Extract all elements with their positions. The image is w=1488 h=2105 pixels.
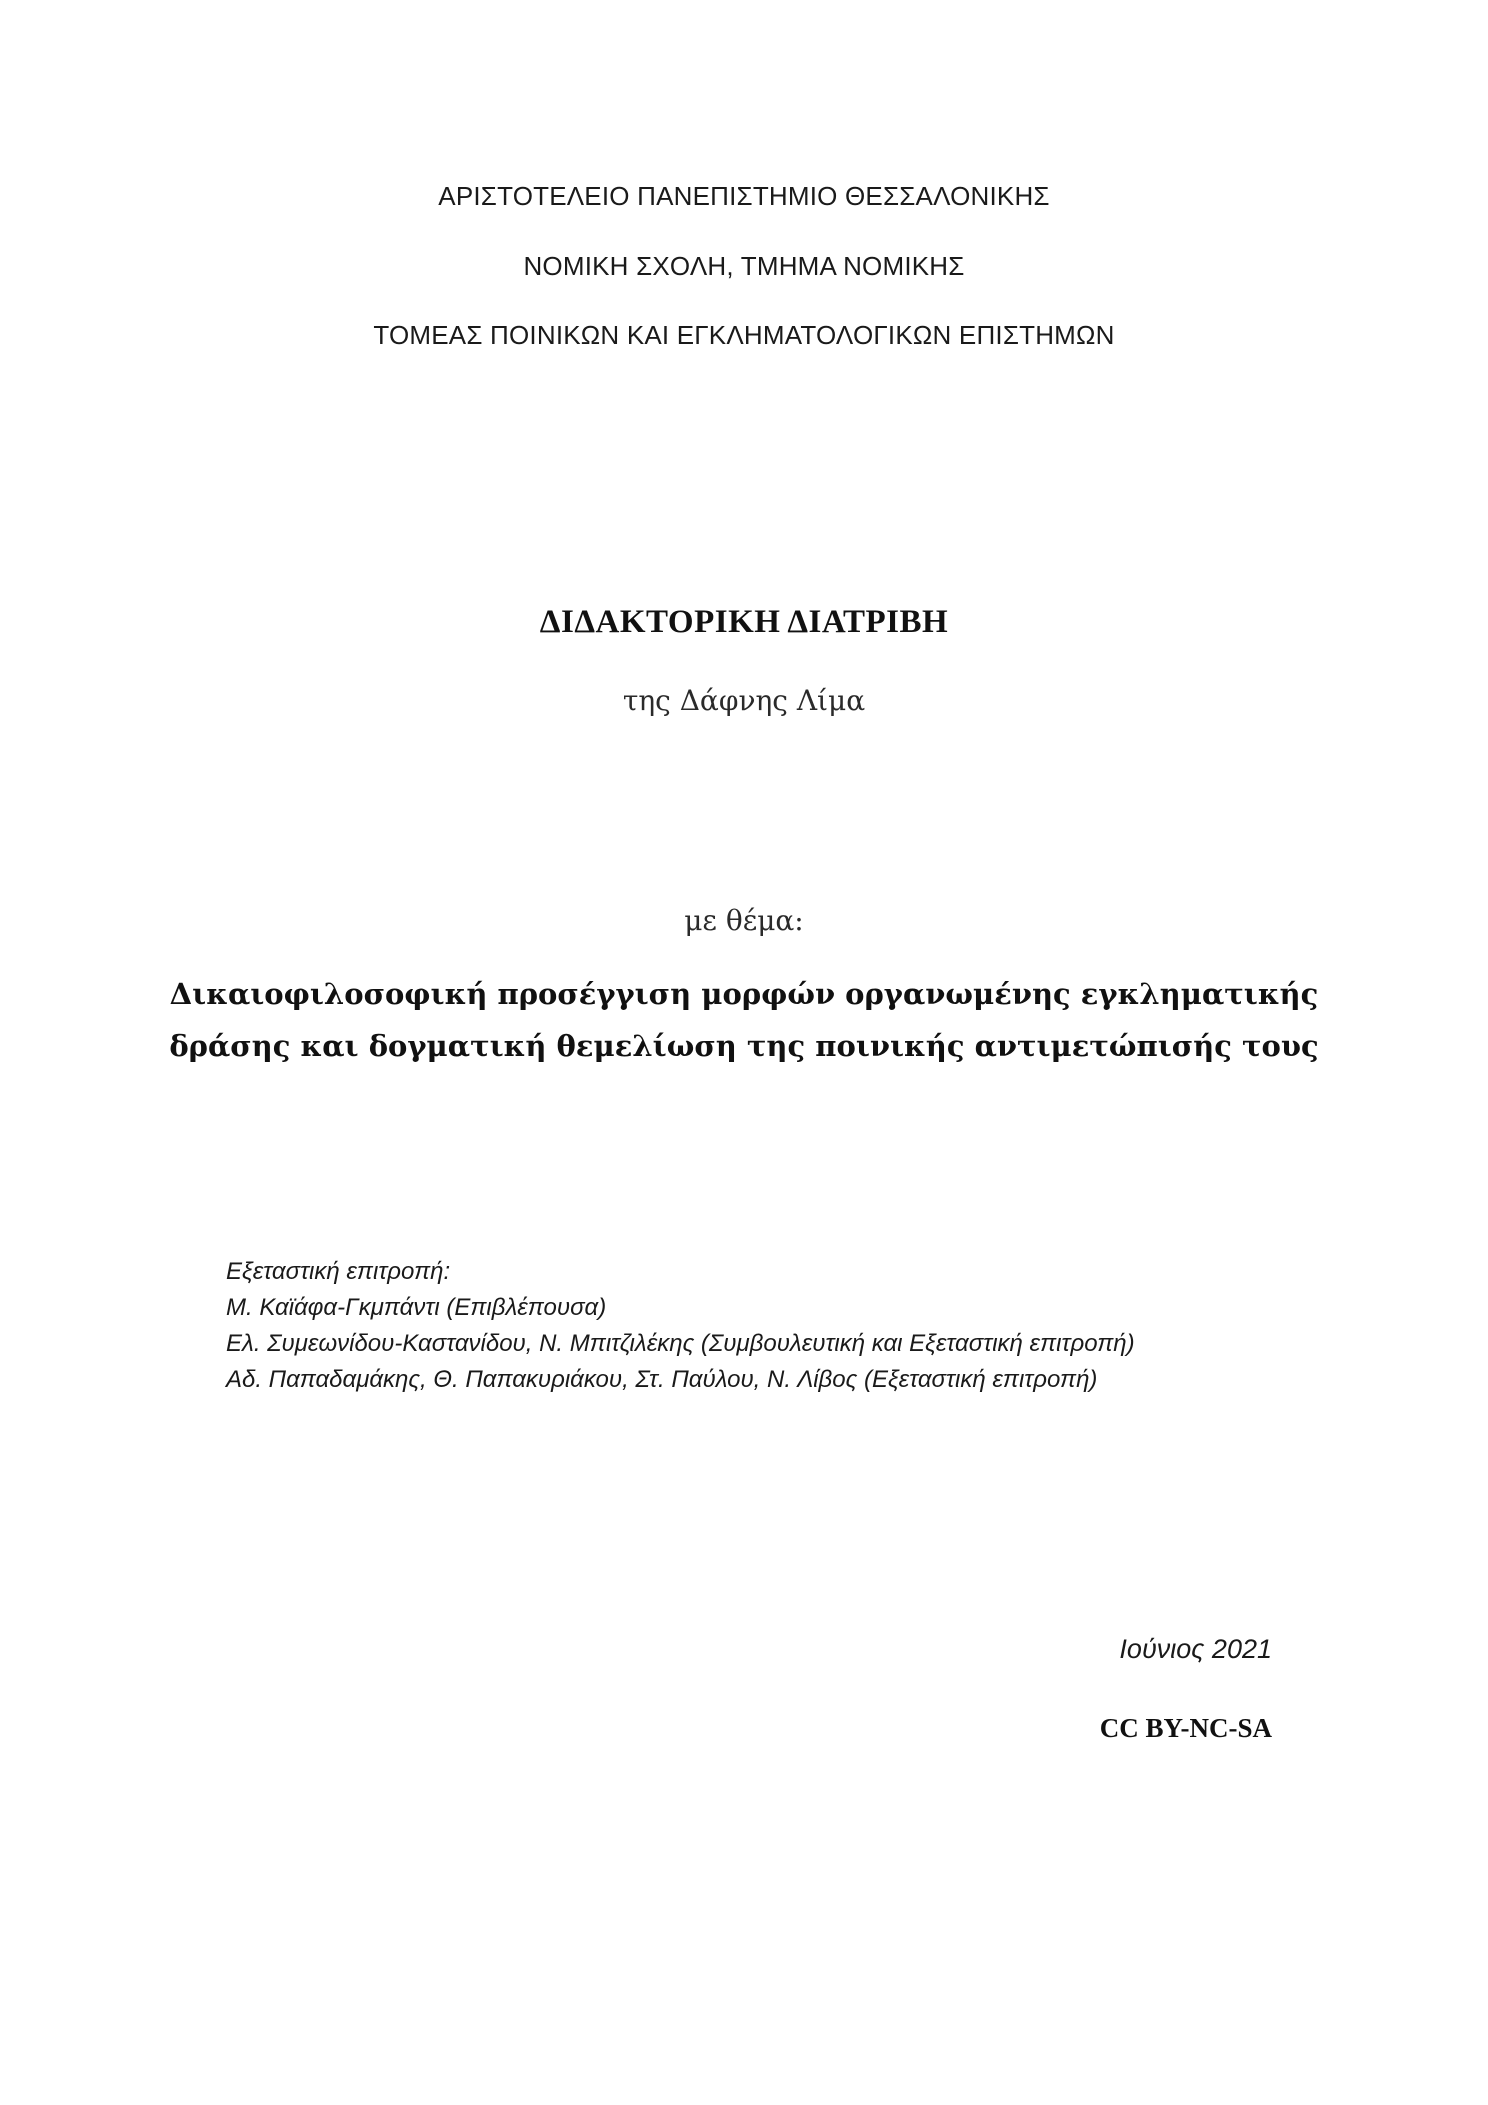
committee-heading: Εξεταστική επιτροπή: [226, 1258, 451, 1285]
committee-member: Αδ. Παπαδαμάκης, Θ. Παπακυριάκου, Στ. Παύλου, Ν. Λίβος (Εξεταστική επιτροπή) [226, 1366, 1098, 1393]
author-line: της Δάφνης Λίμα [622, 684, 866, 717]
thesis-title-line-2: δράσης και δογματική θεμελίωση της ποινικής αντιμετώπισής τους [169, 1029, 1319, 1063]
university-name: ΑΡΙΣΤΟΤΕΛΕΙΟ ΠΑΝΕΠΙΣΤΗΜΙΟ ΘΕΣΣΑΛΟΝΙΚΗΣ [438, 181, 1050, 211]
publication-date: Ιούνιος 2021 [1119, 1634, 1272, 1664]
thesis-title-line-1: Δικαιοφιλοσοφική προσέγγιση μορφών οργανωμένης εγκληματικής [169, 977, 1319, 1011]
document-type: ΔΙΔΑΚΤΟΡΙΚΗ ΔΙΑΤΡΙΒΗ [539, 604, 949, 640]
school-name: ΝΟΜΙΚΗ ΣΧΟΛΗ, ΤΜΗΜΑ ΝΟΜΙΚΗΣ [523, 251, 965, 281]
committee-member: Ελ. Συμεωνίδου-Καστανίδου, Ν. Μπιτζιλέκης (Συμβουλευτική και Εξεταστική επιτροπή) [226, 1330, 1135, 1357]
examination-committee [226, 1254, 1135, 1398]
department-name: ΤΟΜΕΑΣ ΠΟΙΝΙΚΩΝ ΚΑΙ ΕΓΚΛΗΜΑΤΟΛΟΓΙΚΩΝ ΕΠΙΣΤΗΜΩΝ [373, 320, 1115, 350]
license-label: CC BY-NC-SA [1099, 1713, 1272, 1743]
committee-member: Μ. Καϊάφα-Γκμπάντι (Επιβλέπουσα) [226, 1294, 607, 1321]
topic-label: με θέμα: [684, 904, 804, 937]
